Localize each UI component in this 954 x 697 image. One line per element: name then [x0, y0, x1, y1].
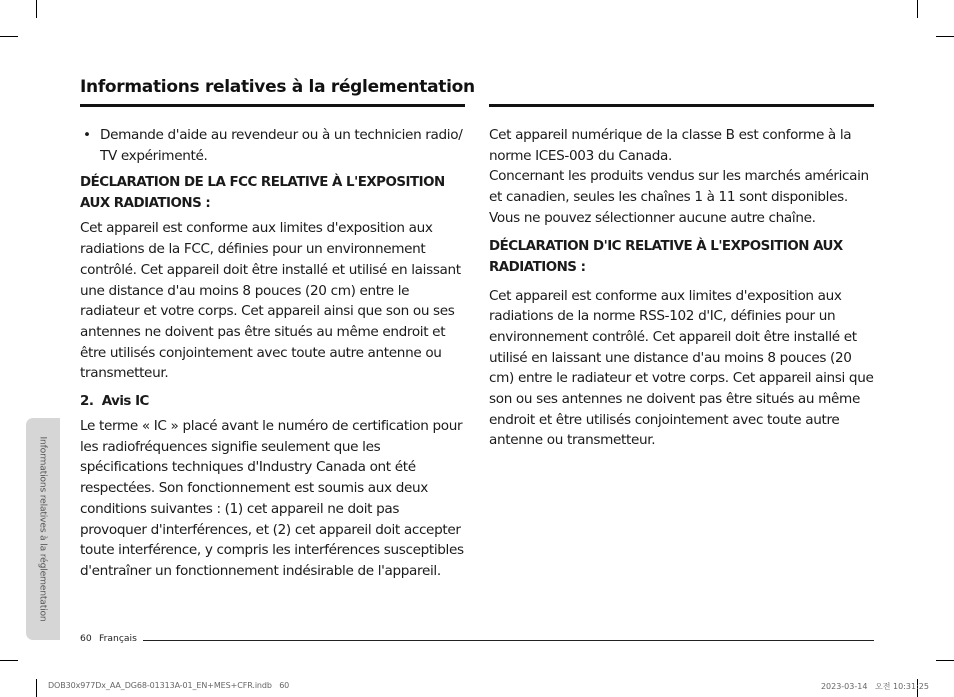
- ic-radiation-heading: DÉCLARATION D'IC RELATIVE À L'EXPOSITION AUX RADIATIONS :: [489, 238, 843, 275]
- crop-mark: [936, 660, 954, 661]
- bullet-text: Demande d'aide au revendeur ou à un technicien radio/ TV expérimenté.: [100, 127, 463, 164]
- crop-mark: [36, 679, 37, 697]
- ic-notice-body: Le terme « IC » placé avant le numéro de certification pour les radiofréquences signifie seulement que les spécifications techniques d'Industry Canada ont été respectées. Son fonctionnement est soumis aux deux conditions suivantes : (1) cet appareil ne doit pas provoquer d'interférences, et (2) cet appareil doit accepter toute interférence, y compris les interférences susceptibles d'entraîner un fonctionnement indésirable de l'appareil.: [80, 418, 464, 579]
- title-rule-left: [80, 104, 465, 107]
- footer-rule: [143, 640, 874, 641]
- side-tab-label: Informations relatives à la réglementation: [37, 436, 49, 622]
- fcc-heading: DÉCLARATION DE LA FCC RELATIVE À L'EXPOSITION AUX RADIATIONS :: [80, 175, 445, 212]
- crop-mark: [36, 0, 37, 18]
- ic-notice-heading: 2. Avis IC: [80, 394, 149, 410]
- fcc-body: Cet appareil est conforme aux limites d'exposition aux radiations de la FCC, définies pour un environnement contrôlé. Cet appareil doit être installé et utilisé en laissant une distance d'au moins 8 pouces (20 cm) entre le radiateur et votre corps. Cet appareil ainsi que son ou ses antennes ne doivent pas être situés au même endroit et être utilisés conjointement avec toute autre antenne ou transmetteur.: [80, 220, 461, 382]
- left-column: [80, 125, 465, 582]
- ic-radiation-body: Cet appareil est conforme aux limites d'exposition aux radiations de la norme RSS-102 d'IC, définies pour un environnement contrôlé. Cet appareil doit être installé et utilisé en laissant une distance d'au moins 8 pouces (20 cm) entre le radiateur et votre corps. Cet appareil ainsi que son ou ses antennes ne doivent pas être situés au même endroit et être utilisés conjointement avec toute autre antenne ou transmetteur.: [489, 287, 874, 449]
- bullet-icon: •: [83, 127, 91, 143]
- crop-mark: [917, 0, 918, 18]
- title-rule-right: [489, 104, 874, 107]
- footer-language: Français: [99, 633, 137, 644]
- crop-mark: [0, 36, 18, 37]
- crop-mark: [0, 660, 18, 661]
- right-column: [489, 125, 874, 451]
- print-file-info: DOB30x977Dx_AA_DG68-01313A-01_EN+MES+CFR.indb 60: [48, 681, 290, 690]
- print-timestamp: 2023-03-14 오전 10:31:25: [820, 682, 929, 691]
- crop-mark: [936, 36, 954, 37]
- page-title: Informations relatives à la réglementation: [80, 77, 475, 97]
- ices-text: Cet appareil numérique de la classe B est conforme à la norme ICES-003 du Canada.: [489, 127, 852, 164]
- bullet-item: [80, 125, 465, 166]
- section-side-tab: [26, 418, 60, 640]
- channels-text: Concernant les produits vendus sur les marchés américain et canadien, seules les chaînes 1 à 11 sont disponibles. Vous ne pouvez sélectionner aucune autre chaîne.: [489, 168, 869, 226]
- page-number: 60: [80, 633, 92, 644]
